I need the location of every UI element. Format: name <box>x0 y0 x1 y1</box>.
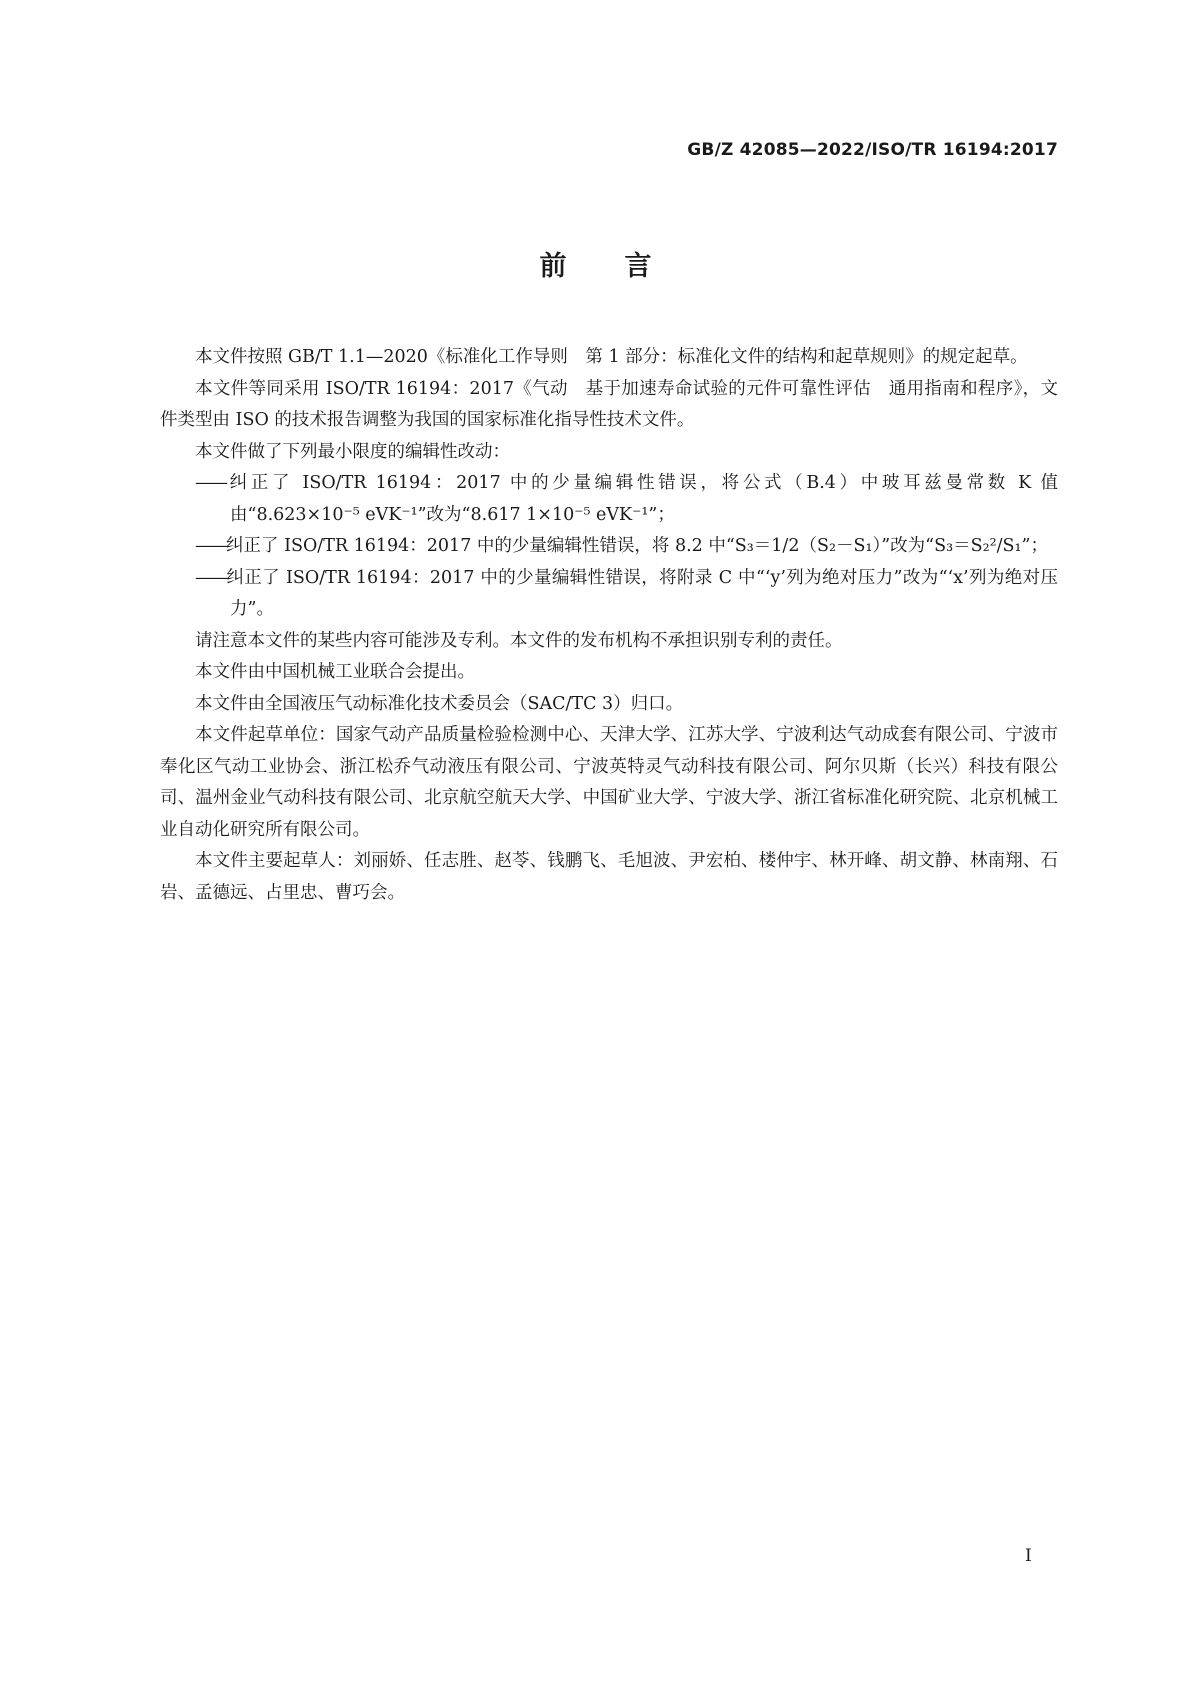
paragraph-drafting-units: 本文件起草单位：国家气动产品质量检验检测中心、天津大学、江苏大学、宁波利达气动成套有限公司、宁波市奉化区气动工业协会、浙江松乔气动液压有限公司、宁波英特灵气动科技有限公司、阿尔贝斯（长兴）科技有限公司、温州金业气动科技有限公司、北京航空航天大学、中国矿业大学、宁波大学、浙江省标准化研究院、北京机械工业自动化研究所有限公司。 <box>160 725 1058 840</box>
title-char-1: 前 <box>539 251 567 282</box>
standard-code: GB/Z 42085—2022/ISO/TR 16194:2017 <box>687 140 1058 160</box>
foreword-body <box>160 342 1058 909</box>
page-title <box>0 244 1191 283</box>
paragraph-technical-committee: 本文件由全国液压气动标准化技术委员会（SAC/TC 3）归口。 <box>195 693 684 714</box>
paragraph-editorial-changes: 本文件做了下列最小限度的编辑性改动： <box>195 441 510 462</box>
paragraph-drafting-rules: 本文件按照 GB/T 1.1—2020《标准化工作导则 第 1 部分：标准化文件的结构和起草规则》的规定起草。 <box>195 347 1028 367</box>
list-item-change-3 <box>160 563 1058 626</box>
list-item-text: 纠正了 ISO/TR 16194：2017 中的少量编辑性错误，将附录 C 中“‘y’列为绝对压力”改为“‘x’列为绝对压力”。 <box>226 567 1058 619</box>
title-char-2: 言 <box>624 251 652 282</box>
list-dash: —— <box>195 536 226 556</box>
list-dash: —— <box>195 473 226 493</box>
paragraph-adoption: 本文件等同采用 ISO/TR 16194：2017《气动 基于加速寿命试验的元件可靠性评估 通用指南和程序》，文件类型由 ISO 的技术报告调整为我国的国家标准化指导性技术文件。 <box>160 378 1058 430</box>
list-dash: —— <box>195 567 226 588</box>
list-item-text: 纠正了 ISO/TR 16194：2017 中的少量编辑性错误，将公式（B.4）中玻耳兹曼常数 K 值由“8.623×10⁻⁵ eVK⁻¹”改为“8.617 1×10⁻⁵ eVK⁻¹”； <box>226 473 1058 525</box>
paragraph-proposer: 本文件由中国机械工业联合会提出。 <box>195 662 475 682</box>
paragraph-patent-notice: 请注意本文件的某些内容可能涉及专利。本文件的发布机构不承担识别专利的责任。 <box>195 630 843 651</box>
page-number: I <box>1025 1546 1032 1566</box>
paragraph-drafters: 本文件主要起草人：刘丽娇、任志胜、赵苓、钱鹏飞、毛旭波、尹宏柏、楼仲宇、林开峰、胡文静、林南翔、石岩、孟德远、占里忠、曹巧会。 <box>160 851 1058 903</box>
list-item-change-2 <box>160 531 1058 563</box>
list-item-text: 纠正了 ISO/TR 16194：2017 中的少量编辑性错误，将 8.2 中“S₃＝1/2（S₂－S₁）”改为“S₃＝S₂²/S₁”； <box>226 536 1048 556</box>
list-item-change-1 <box>160 468 1058 531</box>
